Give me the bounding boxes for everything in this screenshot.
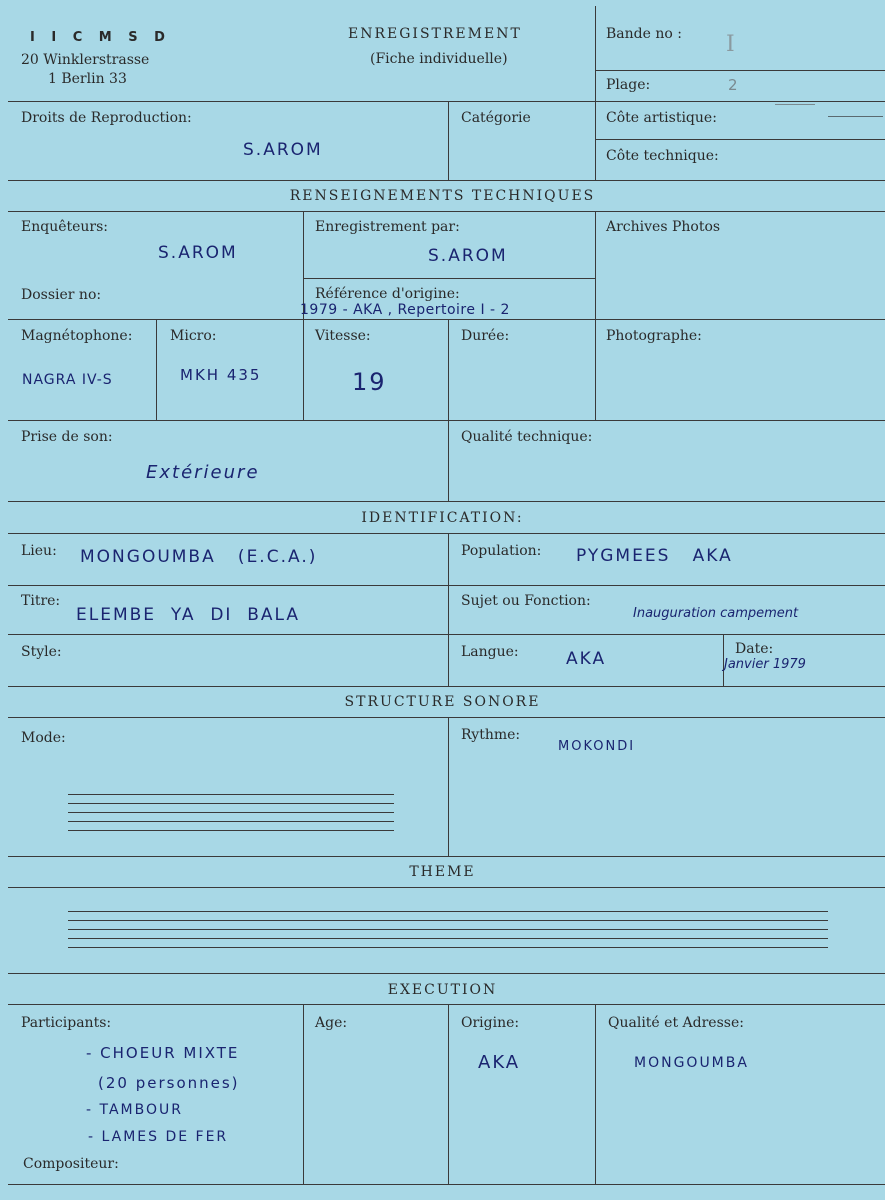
prise-de-son-value[interactable]: Extérieure — [146, 462, 260, 483]
micro-label: Micro: — [170, 328, 217, 344]
langue-label: Langue: — [461, 644, 519, 660]
section-renseignements-techniques: RENSEIGNEMENTS TECHNIQUES — [289, 188, 596, 204]
form-subtitle: (Fiche individuelle) — [370, 51, 508, 67]
pencil-mark — [775, 104, 815, 105]
magnetophone-value[interactable]: NAGRA IV-S — [22, 372, 113, 388]
cote-artistique-label: Côte artistique: — [606, 110, 717, 126]
rule — [8, 1184, 885, 1185]
rule — [595, 1004, 596, 1184]
theme-staff-line — [68, 920, 828, 921]
org-name: I I C M S D — [30, 30, 171, 45]
theme-staff-line — [68, 947, 828, 948]
mode-staff-line — [68, 803, 394, 804]
rule — [595, 139, 885, 140]
theme-staff-line — [68, 938, 828, 939]
compositeur-label: Compositeur: — [23, 1156, 119, 1172]
qualite-adresse-value[interactable]: MONGOUMBA — [634, 1055, 749, 1071]
style-label: Style: — [21, 644, 62, 660]
mode-staff-line — [68, 794, 394, 795]
theme-staff-line — [68, 911, 828, 912]
bande-value[interactable]: I — [726, 32, 737, 57]
rule — [8, 101, 885, 102]
population-label: Population: — [461, 543, 542, 559]
rule — [8, 856, 885, 857]
rule — [595, 211, 596, 420]
cote-technique-label: Côte technique: — [606, 148, 719, 164]
form-title: ENREGISTREMENT — [348, 26, 522, 42]
participant-item[interactable]: - CHOEUR MIXTE — [86, 1044, 240, 1062]
section-theme: THEME — [409, 864, 476, 880]
sujet-fonction-value[interactable]: Inauguration campement — [633, 606, 799, 621]
reference-label: Référence d'origine: — [315, 286, 460, 302]
mode-staff-line — [68, 812, 394, 813]
rythme-label: Rythme: — [461, 727, 521, 743]
prise-de-son-label: Prise de son: — [21, 429, 113, 445]
date-label: Date: — [735, 641, 774, 657]
enregistrement-par-label: Enregistrement par: — [315, 219, 460, 235]
rule — [448, 319, 449, 501]
section-identification: IDENTIFICATION: — [361, 510, 524, 526]
enqueteurs-value[interactable]: S.AROM — [158, 243, 238, 263]
enregistrement-par-value[interactable]: S.AROM — [428, 246, 508, 266]
micro-value[interactable]: MKH 435 — [180, 366, 262, 384]
rule — [8, 887, 885, 888]
bande-label: Bande no : — [606, 26, 682, 42]
rule — [8, 211, 885, 212]
lieu-value[interactable]: MONGOUMBA (E.C.A.) — [80, 547, 318, 567]
plage-value[interactable]: 2 — [728, 76, 740, 94]
origine-label: Origine: — [461, 1015, 520, 1031]
rule — [8, 319, 885, 320]
vitesse-label: Vitesse: — [315, 328, 371, 344]
rule — [595, 70, 885, 71]
org-street: 20 Winklerstrasse — [21, 52, 150, 68]
participant-item[interactable]: - LAMES DE FER — [88, 1129, 229, 1145]
date-value[interactable]: Janvier 1979 — [724, 657, 806, 672]
rule — [8, 585, 885, 586]
section-execution: EXECUTION — [387, 982, 498, 998]
rule — [448, 717, 449, 856]
rule — [8, 634, 885, 635]
participant-item[interactable]: - TAMBOUR — [86, 1102, 183, 1118]
rule — [448, 1004, 449, 1184]
org-city: 1 Berlin 33 — [48, 71, 127, 87]
qualite-technique-label: Qualité technique: — [461, 429, 593, 445]
origine-value[interactable]: AKA — [478, 1052, 521, 1073]
lieu-label: Lieu: — [21, 543, 57, 559]
section-structure-sonore: STRUCTURE SONORE — [344, 694, 541, 710]
participants-label: Participants: — [21, 1015, 112, 1031]
rule — [8, 533, 885, 534]
rule — [156, 319, 157, 420]
duree-label: Durée: — [461, 328, 510, 344]
pencil-mark — [828, 116, 883, 117]
rule — [8, 973, 885, 974]
age-label: Age: — [315, 1015, 348, 1031]
rule — [448, 533, 449, 686]
droits-label: Droits de Reproduction: — [21, 110, 192, 126]
vitesse-value[interactable]: 19 — [352, 368, 387, 396]
rule — [8, 1004, 885, 1005]
dossier-label: Dossier no: — [21, 287, 102, 303]
titre-value[interactable]: ELEMBE YA DI BALA — [76, 605, 301, 625]
participant-item[interactable]: (20 personnes) — [98, 1074, 240, 1092]
mode-label: Mode: — [21, 730, 66, 746]
categorie-label: Catégorie — [461, 110, 531, 126]
droits-value[interactable]: S.AROM — [243, 140, 323, 160]
rule — [8, 717, 885, 718]
rule — [8, 501, 885, 502]
rythme-value[interactable]: MOKONDI — [558, 739, 636, 754]
rule — [303, 1004, 304, 1184]
plage-label: Plage: — [606, 77, 651, 93]
rule — [8, 420, 885, 421]
rule — [8, 686, 885, 687]
theme-staff-line — [68, 929, 828, 930]
archives-photos-label: Archives Photos — [606, 219, 721, 235]
mode-staff-line — [68, 821, 394, 822]
population-value[interactable]: PYGMEES AKA — [576, 546, 733, 566]
magnetophone-label: Magnétophone: — [21, 328, 133, 344]
rule — [595, 6, 596, 180]
reference-value[interactable]: 1979 - AKA , Repertoire I - 2 — [300, 302, 510, 318]
photographe-label: Photographe: — [606, 328, 702, 344]
langue-value[interactable]: AKA — [566, 649, 607, 669]
qualite-adresse-label: Qualité et Adresse: — [608, 1015, 744, 1031]
mode-staff-line — [68, 830, 394, 831]
rule — [448, 101, 449, 180]
titre-label: Titre: — [21, 593, 61, 609]
rule — [8, 180, 885, 181]
sujet-fonction-label: Sujet ou Fonction: — [461, 593, 591, 609]
rule — [303, 278, 595, 279]
enqueteurs-label: Enquêteurs: — [21, 219, 109, 235]
